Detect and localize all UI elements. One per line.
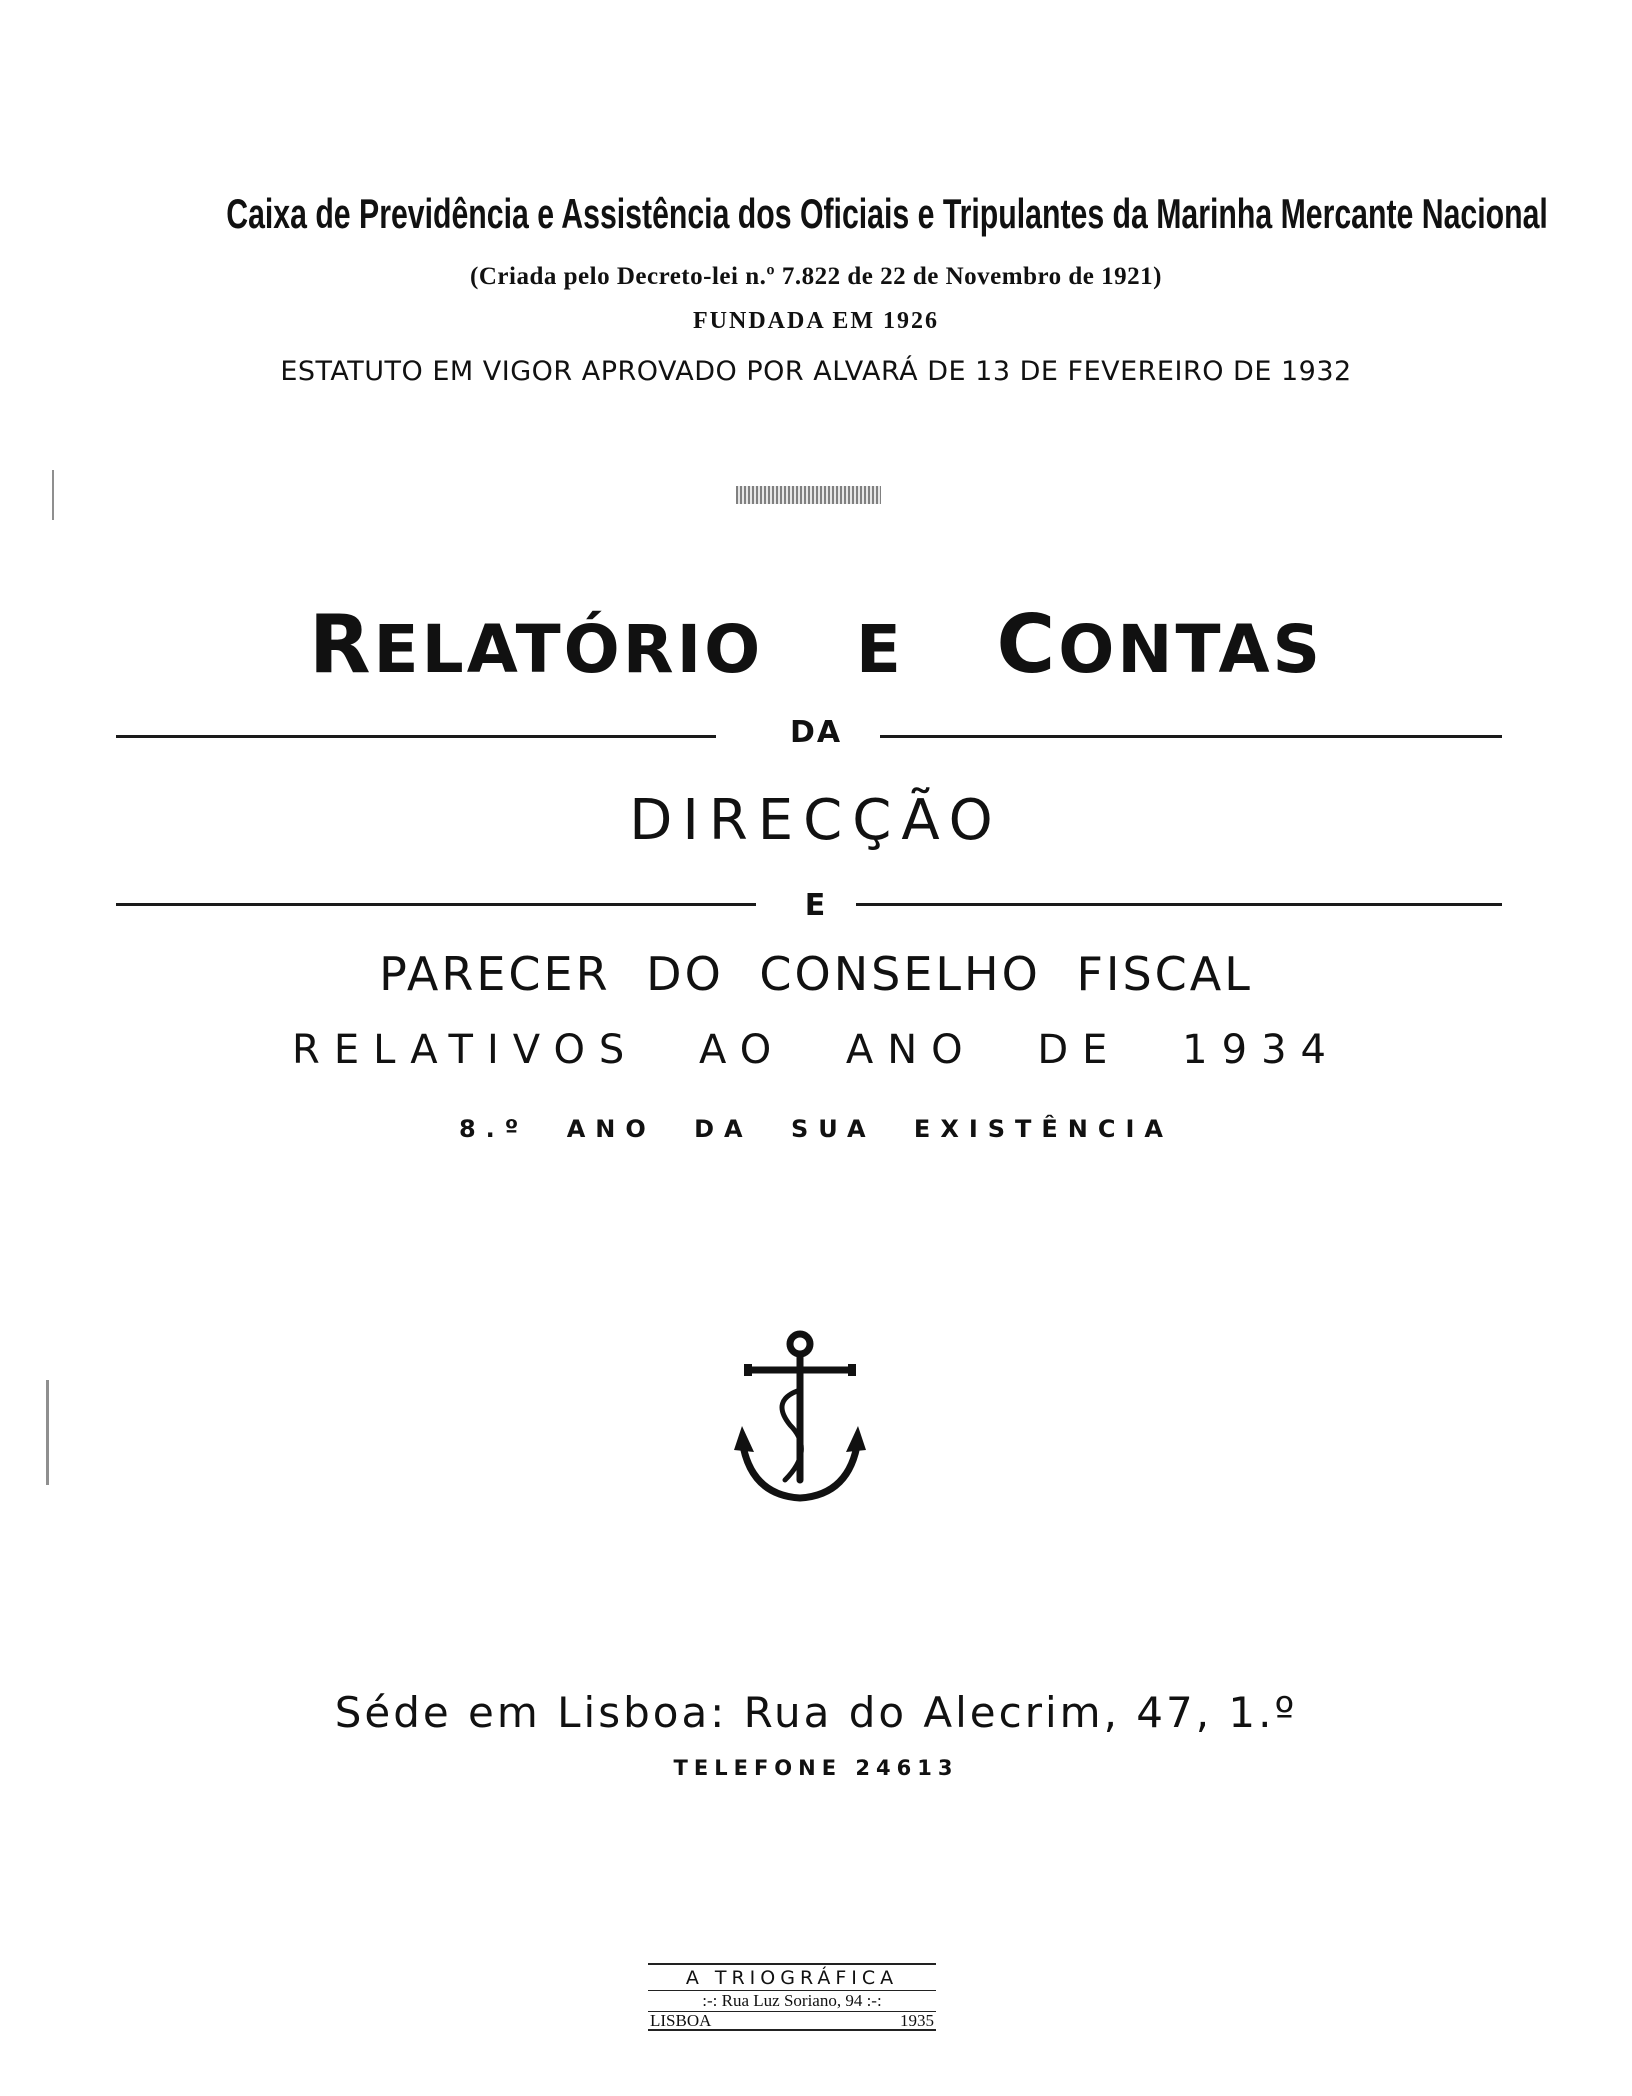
telephone-line: TELEFONE 24613 <box>673 1756 959 1780</box>
parecer-heading: PARECER DO CONSELHO FISCAL <box>379 947 1253 1001</box>
scan-edge-mark <box>46 1380 49 1485</box>
printer-name: A TRIOGRÁFICA <box>648 1966 936 1991</box>
printer-city: LISBOA <box>650 2011 712 2030</box>
statute-line: ESTATUTO EM VIGOR APROVADO POR ALVARÁ DE 13 DE FEVEREIRO DE 1932 <box>280 356 1352 387</box>
existence-year-line: 8.º ANO DA SUA EXISTÊNCIA <box>458 1115 1174 1143</box>
rule-right-top <box>880 735 1502 738</box>
direccao-heading: DIRECÇÃO <box>629 788 1003 853</box>
scan-edge-mark <box>52 470 54 520</box>
founded-line: FUNDADA EM 1926 <box>693 308 939 334</box>
ornament-divider <box>736 486 881 504</box>
title-initial-r: R <box>308 598 374 691</box>
da-label: DA <box>789 715 843 750</box>
title-initial-c: C <box>996 598 1059 691</box>
report-title <box>0 598 1632 691</box>
e-label: E <box>804 888 828 923</box>
title-connector: E <box>855 611 904 688</box>
relativos-heading: RELATIVOS AO ANO DE 1934 <box>292 1027 1340 1073</box>
headquarters-address: Séde em Lisboa: Rua do Alecrim, 47, 1.º <box>334 1688 1298 1737</box>
decree-note: (Criada pelo Decreto-lei n.º 7.822 de 22 de Novembro de 1921) <box>470 263 1162 290</box>
printer-imprint <box>648 1963 936 2031</box>
rule-right-bottom <box>856 903 1502 906</box>
title-word-relatorio: ELATÓRIO <box>373 611 764 688</box>
printer-street: :-: Rua Luz Soriano, 94 :-: <box>648 1991 936 2012</box>
print-year: 1935 <box>900 2011 934 2030</box>
organization-name: Caixa de Previdência e Assistência dos Oficiais e Tripulantes da Marinha Mercante Nacional <box>226 190 1548 237</box>
title-word-contas: ONTAS <box>1058 611 1324 688</box>
printer-city-year <box>650 2012 934 2030</box>
anchor-icon <box>730 1330 870 1510</box>
